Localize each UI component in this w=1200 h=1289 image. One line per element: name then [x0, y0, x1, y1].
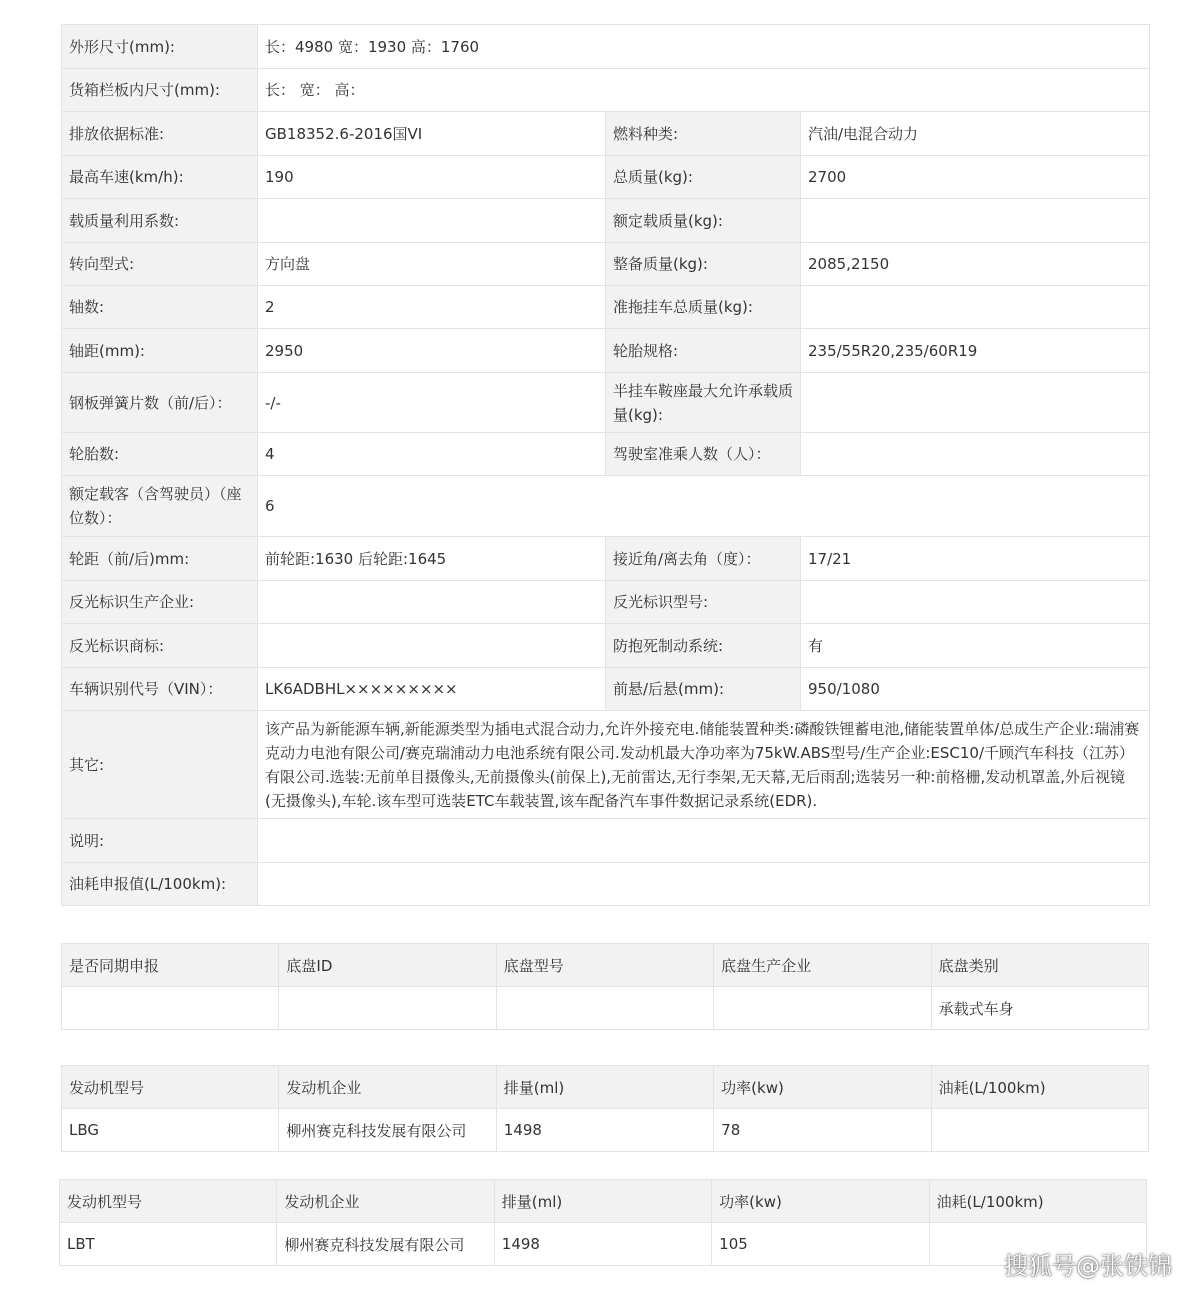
spec-label: 转向型式:	[62, 243, 258, 286]
label-cargo-box: 货箱栏板内尺寸(mm):	[62, 69, 258, 112]
value-dimensions: 长：4980 宽：1930 高：1760	[258, 25, 1150, 69]
spec-label: 轴数:	[62, 286, 258, 329]
engine-cell: 105	[712, 1223, 929, 1266]
chassis-cell	[279, 987, 496, 1030]
spec-value: 4	[258, 433, 606, 476]
label-other: 其它:	[62, 711, 258, 819]
label-fuel: 油耗申报值(L/100km):	[62, 863, 258, 906]
value-cargo-box: 长： 宽： 高：	[258, 69, 1150, 112]
engine-cell	[931, 1109, 1148, 1152]
spec-value: 汽油/电混合动力	[801, 112, 1150, 156]
label-seats: 额定载客（含驾驶员）（座位数）：	[62, 476, 258, 537]
chassis-header: 是否同期申报	[62, 944, 279, 987]
spec-row	[62, 286, 1150, 329]
chassis-cell	[714, 987, 931, 1030]
spec-label: 车辆识别代号（VIN）：	[62, 668, 258, 711]
value-seats: 6	[258, 476, 1150, 537]
spec-value: 有	[801, 624, 1150, 668]
spec-value	[258, 581, 606, 624]
spec-label: 整备质量(kg):	[606, 243, 801, 286]
spec-label: 轮胎数:	[62, 433, 258, 476]
chassis-table	[61, 943, 1149, 1030]
chassis-header: 底盘型号	[496, 944, 713, 987]
spec-value	[258, 624, 606, 668]
spec-value: 前轮距:1630 后轮距:1645	[258, 537, 606, 581]
label-dimensions: 外形尺寸(mm):	[62, 25, 258, 69]
engine-table-2	[59, 1179, 1147, 1266]
engine-header: 功率(kw)	[712, 1180, 929, 1223]
spec-label: 总质量(kg):	[606, 156, 801, 199]
engine-header: 排量(ml)	[494, 1180, 711, 1223]
engine-header-row	[60, 1180, 1147, 1223]
chassis-cell: 承载式车身	[931, 987, 1148, 1030]
spec-label: 燃料种类:	[606, 112, 801, 156]
spec-label: 反光标识商标:	[62, 624, 258, 668]
engine-header: 发动机型号	[62, 1066, 279, 1109]
chassis-header: 底盘生产企业	[714, 944, 931, 987]
chassis-cell	[496, 987, 713, 1030]
spec-label: 钢板弹簧片数（前/后）：	[62, 373, 258, 433]
engine-header: 功率(kw)	[714, 1066, 931, 1109]
spec-label: 防抱死制动系统:	[606, 624, 801, 668]
spec-row-other	[62, 711, 1150, 819]
spec-label: 准拖挂车总质量(kg):	[606, 286, 801, 329]
spec-value: 950/1080	[801, 668, 1150, 711]
spec-row-fuel	[62, 863, 1150, 906]
spec-label: 半挂车鞍座最大允许承载质量(kg):	[606, 373, 801, 433]
spec-row	[62, 668, 1150, 711]
engine-header: 油耗(L/100km)	[931, 1066, 1148, 1109]
spec-value: GB18352.6-2016国VI	[258, 112, 606, 156]
spec-label: 接近角/离去角（度）：	[606, 537, 801, 581]
spec-row-note	[62, 819, 1150, 863]
spec-row	[62, 581, 1150, 624]
spec-label: 反光标识型号:	[606, 581, 801, 624]
spec-value: 17/21	[801, 537, 1150, 581]
engine-header: 排量(ml)	[496, 1066, 713, 1109]
engine-header: 发动机型号	[60, 1180, 277, 1223]
engine-cell: 78	[714, 1109, 931, 1152]
spec-row	[62, 329, 1150, 373]
chassis-row	[62, 987, 1149, 1030]
spec-value	[801, 373, 1150, 433]
spec-row	[62, 537, 1150, 581]
engine-cell: 柳州赛克科技发展有限公司	[279, 1109, 496, 1152]
watermark: 搜狐号@张铁锦	[1004, 1252, 1172, 1280]
spec-row	[62, 373, 1150, 433]
chassis-header: 底盘类别	[931, 944, 1148, 987]
spec-label: 前悬/后悬(mm):	[606, 668, 801, 711]
spec-value: 方向盘	[258, 243, 606, 286]
spec-label: 轮距（前/后)mm:	[62, 537, 258, 581]
spec-row	[62, 243, 1150, 286]
engine-row	[60, 1223, 1147, 1266]
spec-row	[62, 199, 1150, 243]
spec-row	[62, 112, 1150, 156]
spec-value	[801, 433, 1150, 476]
spec-row-seats	[62, 476, 1150, 537]
spec-label: 轴距(mm):	[62, 329, 258, 373]
spec-value: 235/55R20,235/60R19	[801, 329, 1150, 373]
spec-label: 排放依据标准:	[62, 112, 258, 156]
value-note	[258, 819, 1150, 863]
spec-value	[801, 581, 1150, 624]
spec-value: 2950	[258, 329, 606, 373]
vehicle-spec-table	[61, 24, 1150, 906]
spec-row-dimensions	[62, 25, 1150, 69]
spec-value: 2	[258, 286, 606, 329]
spec-row-cargo-box	[62, 69, 1150, 112]
engine-header-row	[62, 1066, 1149, 1109]
spec-row	[62, 433, 1150, 476]
engine-header: 发动机企业	[279, 1066, 496, 1109]
spec-value: 2085,2150	[801, 243, 1150, 286]
engine-cell: 1498	[494, 1223, 711, 1266]
engine-header: 发动机企业	[277, 1180, 494, 1223]
spec-value: 2700	[801, 156, 1150, 199]
chassis-cell	[62, 987, 279, 1030]
spec-row	[62, 156, 1150, 199]
value-fuel	[258, 863, 1150, 906]
engine-cell: 1498	[496, 1109, 713, 1152]
spec-value	[258, 199, 606, 243]
engine-cell: LBT	[60, 1223, 277, 1266]
spec-value: LK6ADBHL×××××××××	[258, 668, 606, 711]
spec-row	[62, 624, 1150, 668]
engine-row	[62, 1109, 1149, 1152]
spec-value	[801, 199, 1150, 243]
chassis-header-row	[62, 944, 1149, 987]
spec-value	[801, 286, 1150, 329]
chassis-header: 底盘ID	[279, 944, 496, 987]
spec-label: 最高车速(km/h):	[62, 156, 258, 199]
spec-label: 载质量利用系数:	[62, 199, 258, 243]
spec-value: 190	[258, 156, 606, 199]
value-other: 该产品为新能源车辆,新能源类型为插电式混合动力,允许外接充电.储能装置种类:磷酸铁锂蓄电池,储能装置单体/总成生产企业:瑞浦赛克动力电池有限公司/赛克瑞浦动力电池系统有限公司.发动机最大净功率为75kW.ABS型号/生产企业:ESC10/千顾汽车科技（江苏）有限公司.选装:无前单目摄像头,无前摄像头(前保上),无前雷达,无行李架,无天幕,无后雨刮;选装另一种:前格栅,发动机罩盖,外后视镜 (无摄像头),车轮.该车型可选装ETC车载装置,该车配备汽车事件数据记录系统(EDR).	[258, 711, 1150, 819]
spec-label: 轮胎规格:	[606, 329, 801, 373]
engine-header: 油耗(L/100km)	[929, 1180, 1146, 1223]
spec-label: 反光标识生产企业:	[62, 581, 258, 624]
engine-cell: LBG	[62, 1109, 279, 1152]
spec-value: -/-	[258, 373, 606, 433]
engine-cell: 柳州赛克科技发展有限公司	[277, 1223, 494, 1266]
spec-label: 额定载质量(kg):	[606, 199, 801, 243]
engine-table-1	[61, 1065, 1149, 1152]
spec-label: 驾驶室准乘人数（人）：	[606, 433, 801, 476]
label-note: 说明:	[62, 819, 258, 863]
